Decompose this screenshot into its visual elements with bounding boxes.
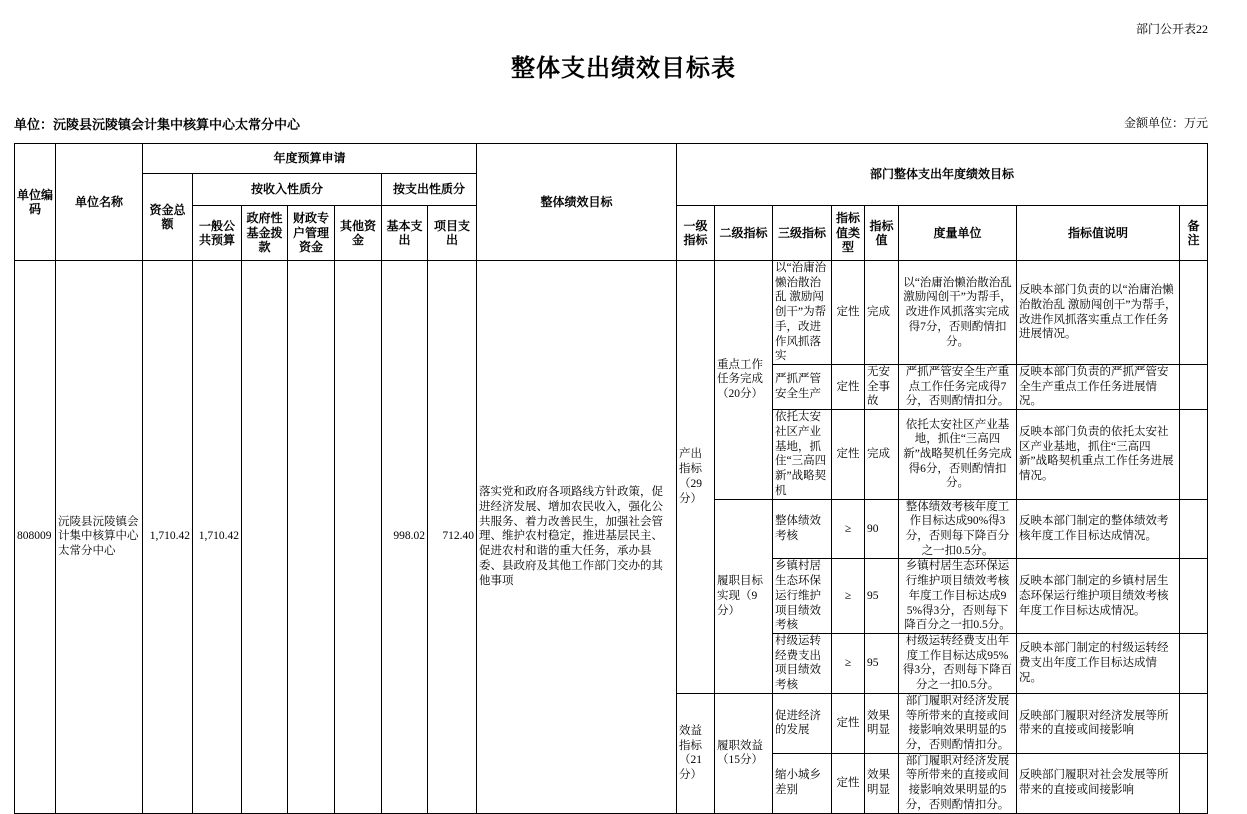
measure-unit-cell: 部门履职对经济发展等所带来的直接或间接影响效果明显的5分，否则酌情扣分。 <box>899 753 1017 813</box>
indicator-row-1 <box>15 261 1208 365</box>
value-desc-cell: 反映部门履职对经济发展等所带来的直接或间接影响 <box>1017 693 1180 753</box>
remark-cell <box>1180 559 1208 634</box>
amount-unit-label: 金额单位：万元 <box>1123 116 1208 130</box>
remark-cell <box>1180 753 1208 813</box>
level3-cell: 整体绩效考核 <box>773 499 832 559</box>
level2-group-duty-target: 履职目标实现（9分） <box>715 499 773 693</box>
performance-target-table-wrap <box>14 143 1208 814</box>
value-desc-cell: 反映本部门负责的严抓严管安全生产重点工作任务进展情况。 <box>1017 365 1180 410</box>
level1-group-output: 产出指标（29分） <box>677 261 715 694</box>
value-type-cell: 定性 <box>832 410 865 499</box>
header-general-public-budget: 一般公共预算 <box>193 206 242 261</box>
header-project-expenditure: 项目支出 <box>428 206 477 261</box>
header-fiscal-special-account-funds: 财政专户管理资金 <box>288 206 335 261</box>
value-desc-cell: 反映本部门负责的以“治庸治懒治散治乱 激励闯创干”为帮手，改进作风抓落实重点工作任务进展情况。 <box>1017 261 1180 365</box>
value-type-cell: 定性 <box>832 365 865 410</box>
value-type-cell: ≥ <box>832 559 865 634</box>
level3-cell: 严抓严管安全生产 <box>773 365 832 410</box>
basic-expenditure-cell: 998.02 <box>382 261 428 814</box>
fiscal-special-account-funds-cell <box>288 261 335 814</box>
level3-cell: 以“治庸治懒治散治乱 激励闯创干”为帮手，改进作风抓落实 <box>773 261 832 365</box>
value-desc-cell: 反映本部门制定的乡镇村居生态环保运行维护项目绩效考核年度工作目标达成情况。 <box>1017 559 1180 634</box>
header-indicator-value-type: 指标值类型 <box>832 206 865 261</box>
remark-cell <box>1180 693 1208 753</box>
unit-label: 单位：沅陵县沅陵镇会计集中核算中心太常分中心 <box>14 117 301 132</box>
level1-group-benefit: 效益指标（21分） <box>677 693 715 813</box>
value-type-cell: ≥ <box>832 499 865 559</box>
header-indicator-value-desc: 指标值说明 <box>1017 206 1180 261</box>
value-cell: 90 <box>865 499 899 559</box>
header-level3-indicator: 三级指标 <box>773 206 832 261</box>
header-indicator-value: 指标值 <box>865 206 899 261</box>
page-title: 整体支出绩效目标表 <box>511 55 736 82</box>
header-overall-performance-target: 整体绩效目标 <box>477 144 677 261</box>
header-dept-overall-annual-target: 部门整体支出年度绩效目标 <box>677 144 1208 206</box>
general-public-budget-cell: 1,710.42 <box>193 261 242 814</box>
remark-cell <box>1180 499 1208 559</box>
header-basic-expenditure: 基本支出 <box>382 206 428 261</box>
value-desc-cell: 反映本部门制定的村级运转经费支出年度工作目标达成情况。 <box>1017 633 1180 693</box>
unit-name-cell: 沅陵县沅陵镇会计集中核算中心太常分中心 <box>56 261 143 814</box>
value-desc-cell: 反映本部门制定的整体绩效考核年度工作目标达成情况。 <box>1017 499 1180 559</box>
unit-code-cell: 808009 <box>15 261 56 814</box>
measure-unit-cell: 以“治庸治懒治散治乱 激励闯创干”为帮手，改进作风抓落实完成得7分，否则酌情扣分。 <box>899 261 1017 365</box>
level2-group-duty-benefit: 履职效益（15分） <box>715 693 773 813</box>
value-cell: 完成 <box>865 261 899 365</box>
level3-cell: 依托太安社区产业基地，抓住“三高四新”战略契机 <box>773 410 832 499</box>
level3-cell: 乡镇村居生态环保运行维护项目绩效考核 <box>773 559 832 634</box>
measure-unit-cell: 依托太安社区产业基地，抓住“三高四新”战略契机任务完成得6分，否则酌情扣分。 <box>899 410 1017 499</box>
header-unit-name: 单位名称 <box>56 144 143 261</box>
remark-cell <box>1180 261 1208 365</box>
header-total-funds: 资金总额 <box>143 174 193 261</box>
remark-cell <box>1180 633 1208 693</box>
value-desc-cell: 反映部门履职对社会发展等所带来的直接或间接影响 <box>1017 753 1180 813</box>
total-funds-cell: 1,710.42 <box>143 261 193 814</box>
level3-cell: 缩小城乡差别 <box>773 753 832 813</box>
measure-unit-cell: 部门履职对经济发展等所带来的直接或间接影响效果明显的5分，否则酌情扣分。 <box>899 693 1017 753</box>
government-fund-grant-cell <box>242 261 288 814</box>
value-desc-cell: 反映本部门负责的依托太安社区产业基地，抓住“三高四新”战略契机重点工作任务进展情况。 <box>1017 410 1180 499</box>
header-other-funds: 其他资金 <box>335 206 382 261</box>
header-annual-budget-request: 年度预算申请 <box>143 144 477 174</box>
level3-cell: 村级运转经费支出项目绩效考核 <box>773 633 832 693</box>
measure-unit-cell: 乡镇村居生态环保运行维护项目绩效考核年度工作目标达成95%得3分，否则每下降百分之一扣0.5分。 <box>899 559 1017 634</box>
value-cell: 效果明显 <box>865 693 899 753</box>
level3-cell: 促进经济的发展 <box>773 693 832 753</box>
level2-group-key-tasks: 重点工作任务完成（20分） <box>715 261 773 500</box>
header-by-expenditure-nature: 按支出性质分 <box>382 174 477 206</box>
overall-target-cell: 落实党和政府各项路线方针政策，促进经济发展、增加农民收入，强化公共服务、着力改善民生，加强社会管理、维护农村稳定，推进基层民主、促进农村和谐的重大任务，承办县委、县政府及其他工作部门交办的其他事项 <box>477 261 677 814</box>
header-measure-unit: 度量单位 <box>899 206 1017 261</box>
header-level1-indicator: 一级指标 <box>677 206 715 261</box>
value-cell: 无安全事故 <box>865 365 899 410</box>
measure-unit-cell: 村级运转经费支出年度工作目标达成95%得3分，否则每下降百分之一扣0.5分。 <box>899 633 1017 693</box>
value-cell: 95 <box>865 633 899 693</box>
performance-target-table <box>14 143 1208 814</box>
header-remark: 备注 <box>1180 206 1208 261</box>
header-by-income-nature: 按收入性质分 <box>193 174 382 206</box>
header-unit-code: 单位编码 <box>15 144 56 261</box>
header-government-fund-grant: 政府性基金拨款 <box>242 206 288 261</box>
value-cell: 完成 <box>865 410 899 499</box>
remark-cell <box>1180 410 1208 499</box>
measure-unit-cell: 整体绩效考核年度工作目标达成90%得3分，否则每下降百分之一扣0.5分。 <box>899 499 1017 559</box>
measure-unit-cell: 严抓严管安全生产重点工作任务完成得7分，否则酌情扣分。 <box>899 365 1017 410</box>
remark-cell <box>1180 365 1208 410</box>
value-type-cell: 定性 <box>832 693 865 753</box>
value-type-cell: 定性 <box>832 753 865 813</box>
value-type-cell: 定性 <box>832 261 865 365</box>
value-cell: 效果明显 <box>865 753 899 813</box>
value-cell: 95 <box>865 559 899 634</box>
value-type-cell: ≥ <box>832 633 865 693</box>
header-level2-indicator: 二级指标 <box>715 206 773 261</box>
doc-number-label: 部门公开表22 <box>1135 22 1208 36</box>
other-funds-cell <box>335 261 382 814</box>
project-expenditure-cell: 712.40 <box>428 261 477 814</box>
